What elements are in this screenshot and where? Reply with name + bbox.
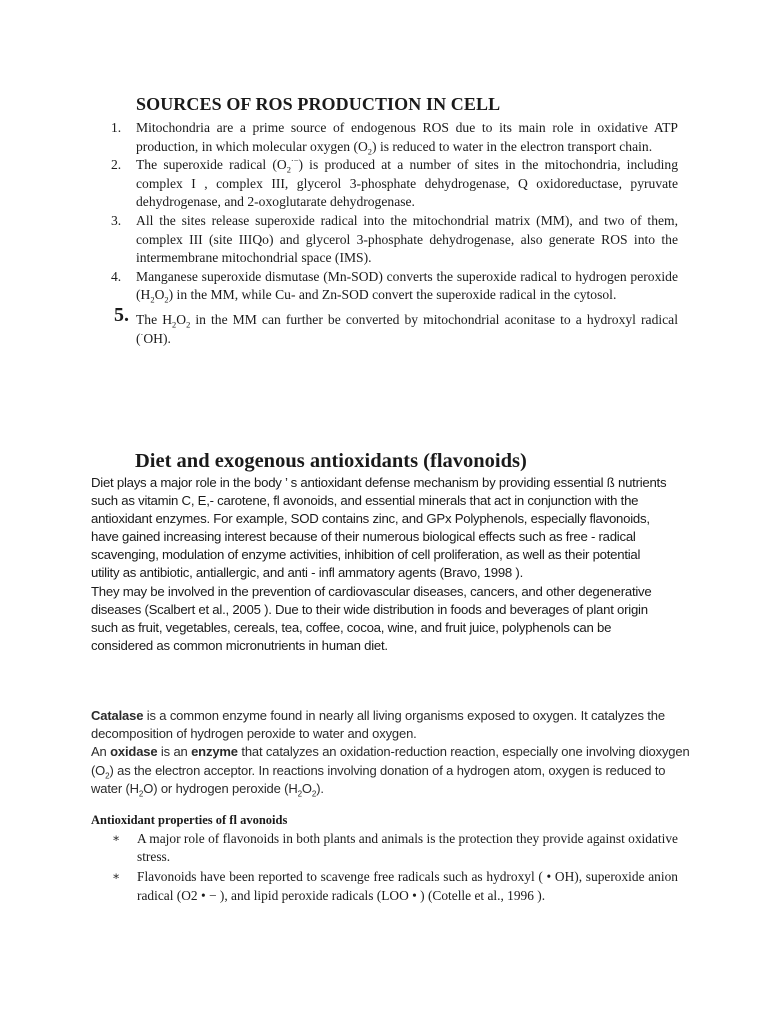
oxidase-term: oxidase [110, 744, 158, 760]
catalase-term: Catalase [91, 708, 144, 723]
list-item: 1. Mitochondria are a prime source of endogenous ROS due to its main role in oxidative ATP production, in which molecular oxygen $(O_2)$ is reduced to water in the electron transport chain. [111, 120, 678, 157]
list-item: 3. All the sites release superoxide radical into the mitochondrial matrix (MM), and two of them, complex III (site IIIQo) and glycerol 3-phosphate dehydrogenase, also generate ROS into the intermembrane mitochondrial space (IMS). [111, 212, 678, 266]
oxidase-paragraph: An oxidase is an enzyme that catalyzes an oxidation-reduction reaction, especially one involving dioxygen $(O_2)$ as the electron acceptor. In reactions involving donation of a hydrogen atom, oxygen is reduced to water $(H_2O)$ or hydrogen peroxide $(H_2O_2)$. [91, 744, 690, 799]
enzyme-definitions [91, 707, 691, 798]
heading-antioxidant-properties: Antioxidant properties of fl avonoids [91, 813, 288, 827]
list-item: ∗ Flavonoids have been reported to scavenge free radicals such as hydroxyl ( • OH), superoxide anion radical (O2 • − ), and lipid peroxide radicals (LOO • ) (Cotelle et al., 1996 ). [112, 869, 678, 903]
paragraph: Diet plays a major role in the body ’ s antioxidant defense mechanism by providing essential ß nutrients such as vitamin C, E,- carotene, fl avonoids, and essential minerals that act in conjunction with the antioxidant enzymes. For example, SOD contains zinc, and GPx Polyphenols, especially flavonoids, have gained increasing interest because of their numerous biological effects such as free - radical scavenging, modulation of enzyme activities, inhibition of cell proliferation, as well as their potential utility as antibiotic, antiallergic, and anti - infl ammatory agents (Bravo, 1998 ). [91, 475, 667, 581]
properties-list [112, 830, 678, 905]
list-item: 5. The $H_2O_2$ in the MM can further be converted by mitochondrial aconitase to a hydroxyl radical (·OH). [114, 303, 678, 346]
list-number: 3. [111, 212, 122, 228]
bullet-icon: ∗ [112, 869, 121, 884]
enzyme-term: enzyme [191, 744, 238, 760]
catalase-paragraph: Catalase is a common enzyme found in nearly all living organisms exposed to oxygen. It catalyzes the decomposition of hydrogen peroxide to water and oxygen. [91, 708, 665, 742]
heading-diet-antioxidants: Diet and exogenous antioxidants (flavonoids) [135, 450, 527, 472]
ros-sources-list [102, 119, 678, 348]
list-number: 1. [111, 120, 122, 135]
list-number: 5. [114, 303, 129, 326]
paragraph: They may be involved in the prevention of cardiovascular diseases, cancers, and other degenerative diseases (Scalbert et al., 2005 ). Due to their wide distribution in foods and beverages of plant origin such as fruit, vegetables, cereals, tea, coffee, cocoa, wine, and fruit juice, polyphenols can be considered as common micronutrients in human diet. [91, 583, 652, 653]
heading-ros-sources: SOURCES OF ROS PRODUCTION IN CELL [136, 94, 501, 114]
list-number: 2. [111, 157, 122, 173]
list-item: ∗ A major role of flavonoids in both plants and animals is the protection they provide against oxidative stress. [112, 831, 678, 865]
bullet-icon: ∗ [112, 831, 121, 845]
diet-section [91, 474, 671, 655]
list-item: 2. The superoxide radical $(O_2^{\cdot-})$ is produced at a number of sites in the mitochondria, including complex I , complex III, glycerol 3-phosphate dehydrogenase, Q oxidoreductase, pyruvate dehydrogenase, and 2-oxoglutarate dehydrogenase. [111, 155, 679, 210]
list-number: 4. [111, 268, 122, 284]
list-item: 4. Manganese superoxide dismutase (Mn-SOD) converts the superoxide radical to hydrogen peroxide $(H_2O_2)$ in the MM, while Cu- and Zn-SOD convert the superoxide radical in the cytosol. [111, 268, 678, 306]
